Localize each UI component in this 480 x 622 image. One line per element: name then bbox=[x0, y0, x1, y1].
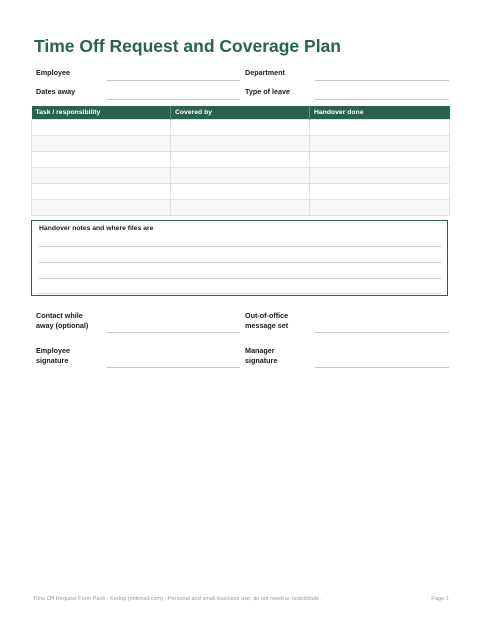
table-cell[interactable] bbox=[171, 120, 310, 136]
contact-label bbox=[36, 311, 88, 331]
manager-signature-label-line2: signature bbox=[245, 356, 278, 365]
out-of-office-label-line1: Out-of-office bbox=[245, 311, 289, 320]
manager-signature-label bbox=[245, 346, 277, 366]
department-label: Department bbox=[245, 68, 285, 77]
employee-signature-field[interactable] bbox=[106, 367, 240, 368]
notes-line[interactable] bbox=[39, 293, 441, 294]
handover-notes-title: Handover notes and where files are bbox=[39, 225, 154, 232]
notes-line[interactable] bbox=[39, 246, 441, 247]
employee-signature-label-line2: signature bbox=[36, 356, 69, 365]
type-of-leave-field[interactable] bbox=[315, 99, 449, 100]
employee-field[interactable] bbox=[106, 80, 240, 81]
column-header-handover-done: Handover done bbox=[310, 106, 450, 120]
table-cell[interactable] bbox=[171, 200, 310, 216]
coverage-table bbox=[31, 106, 450, 216]
table-cell[interactable] bbox=[310, 120, 450, 136]
table-cell[interactable] bbox=[310, 136, 450, 152]
table-row bbox=[32, 136, 450, 152]
page-title: Time Off Request and Coverage Plan bbox=[34, 36, 341, 56]
page-number: Page 1 bbox=[431, 596, 449, 602]
table-cell[interactable] bbox=[32, 184, 171, 200]
table-cell[interactable] bbox=[32, 120, 171, 136]
table-row bbox=[32, 200, 450, 216]
table-cell[interactable] bbox=[171, 136, 310, 152]
employee-signature-label bbox=[36, 346, 70, 366]
table-cell[interactable] bbox=[171, 152, 310, 168]
notes-line[interactable] bbox=[39, 262, 441, 263]
handover-notes-box[interactable] bbox=[31, 220, 448, 296]
out-of-office-label bbox=[245, 311, 288, 331]
footer-text: Time Off Request Form Pack · Kedop (mittmall.com) · Personal and small-business use; do not resell or redistribute. bbox=[33, 596, 321, 602]
manager-signature-label-line1: Manager bbox=[245, 346, 275, 355]
column-header-covered-by: Covered by bbox=[171, 106, 310, 120]
type-of-leave-label: Type of leave bbox=[245, 87, 291, 96]
employee-label: Employee bbox=[36, 68, 70, 77]
table-cell[interactable] bbox=[171, 168, 310, 184]
table-cell[interactable] bbox=[32, 200, 171, 216]
table-cell[interactable] bbox=[32, 168, 171, 184]
column-header-task: Task / responsibility bbox=[32, 106, 171, 120]
employee-signature-label-line1: Employee bbox=[36, 346, 70, 355]
table-row bbox=[32, 152, 450, 168]
table-row bbox=[32, 168, 450, 184]
table-cell[interactable] bbox=[310, 200, 450, 216]
dates-away-field[interactable] bbox=[106, 99, 240, 100]
table-cell[interactable] bbox=[32, 152, 171, 168]
table-cell[interactable] bbox=[310, 168, 450, 184]
contact-label-line2: away (optional) bbox=[36, 321, 89, 330]
manager-signature-field[interactable] bbox=[315, 367, 449, 368]
out-of-office-field[interactable] bbox=[315, 332, 449, 333]
table-cell[interactable] bbox=[310, 152, 450, 168]
notes-line[interactable] bbox=[39, 278, 441, 279]
dates-away-label: Dates away bbox=[36, 87, 76, 96]
contact-field[interactable] bbox=[106, 332, 240, 333]
table-header-row bbox=[32, 106, 450, 120]
table-row bbox=[32, 120, 450, 136]
contact-label-line1: Contact while bbox=[36, 311, 83, 320]
table-cell[interactable] bbox=[32, 136, 171, 152]
out-of-office-label-line2: message set bbox=[245, 321, 289, 330]
table-cell[interactable] bbox=[171, 184, 310, 200]
department-field[interactable] bbox=[315, 80, 449, 81]
table-cell[interactable] bbox=[310, 184, 450, 200]
table-row bbox=[32, 184, 450, 200]
